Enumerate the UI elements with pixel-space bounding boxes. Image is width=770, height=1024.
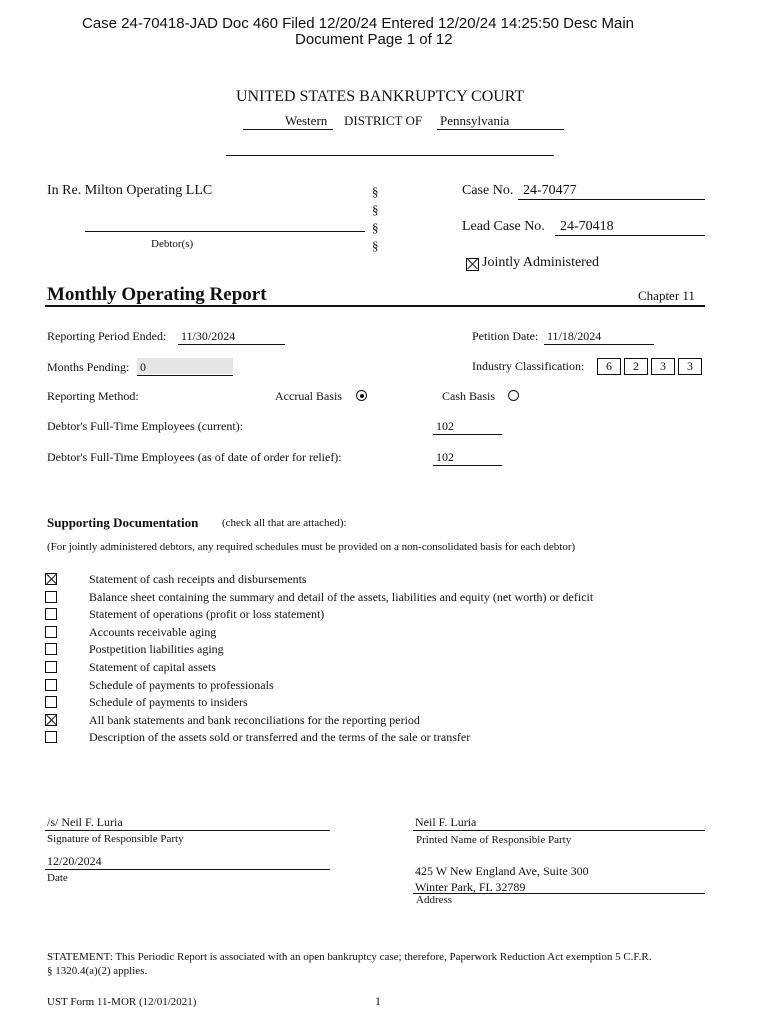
accrual-radio[interactable] xyxy=(356,390,367,401)
doc-item-label: Accounts receivable aging xyxy=(89,625,217,639)
debtors-label: Debtor(s) xyxy=(151,238,194,250)
doc-checkbox[interactable] xyxy=(45,626,57,638)
period-line xyxy=(178,344,285,345)
supporting-title: Supporting Documentation xyxy=(47,515,199,530)
employees-relief-line xyxy=(433,465,502,466)
industry-digit[interactable]: 3 xyxy=(651,358,675,375)
period-value[interactable]: 11/30/2024 xyxy=(181,329,236,343)
doc-item-label: Schedule of payments to insiders xyxy=(89,695,248,709)
district-state-line xyxy=(437,129,564,130)
doc-item-label: Postpetition liabilities aging xyxy=(89,642,224,656)
doc-item-label: Statement of capital assets xyxy=(89,660,216,674)
doc-checkbox[interactable] xyxy=(45,696,57,708)
supporting-subtitle: (check all that are attached): xyxy=(222,517,347,529)
chapter-label: Chapter 11 xyxy=(638,288,695,303)
doc-item-label: All bank statements and bank reconciliations for the reporting period xyxy=(89,713,420,727)
doc-checkbox[interactable] xyxy=(45,731,57,743)
doc-checkbox[interactable] xyxy=(45,591,57,603)
period-label: Reporting Period Ended: xyxy=(47,329,167,343)
lead-case-line xyxy=(555,235,705,236)
doc-checkbox[interactable] xyxy=(45,661,57,673)
date-value[interactable]: 12/20/2024 xyxy=(47,854,102,868)
statement-line2: § 1320.4(a)(2) applies. xyxy=(47,965,148,977)
doc-checkbox[interactable] xyxy=(45,643,57,655)
accrual-label: Accrual Basis xyxy=(275,389,342,403)
industry-digit[interactable]: 2 xyxy=(624,358,648,375)
address-line1[interactable]: 425 W New England Ave, Suite 300 xyxy=(415,864,589,878)
doc-checkbox[interactable] xyxy=(45,573,57,585)
district-prefix-line xyxy=(243,129,333,130)
form-id: UST Form 11-MOR (12/01/2021) xyxy=(47,996,197,1008)
petition-label: Petition Date: xyxy=(472,329,539,343)
address-line2[interactable]: Winter Park, FL 32789 xyxy=(415,880,526,894)
employees-current-value[interactable]: 102 xyxy=(436,419,454,433)
address-line xyxy=(413,893,705,894)
months-pending-value[interactable]: 0 xyxy=(140,360,146,374)
ecf-header-line2: Document Page 1 of 12 xyxy=(295,31,453,48)
employees-relief-value[interactable]: 102 xyxy=(436,450,454,464)
ecf-header-line1: Case 24-70418-JAD Doc 460 Filed 12/20/24 Entered 12/20/24 14:25:50 Desc Main xyxy=(82,15,635,32)
employees-relief-label: Debtor's Full-Time Employees (as of date of order for relief): xyxy=(47,450,342,464)
months-pending-line xyxy=(137,375,233,376)
employees-current-line xyxy=(433,434,502,435)
case-no-value: 24-70477 xyxy=(523,183,577,198)
signature-value[interactable]: /s/ Neil F. Luria xyxy=(47,815,123,829)
printed-name-value[interactable]: Neil F. Luria xyxy=(415,815,477,829)
petition-line xyxy=(544,344,654,345)
employees-current-label: Debtor's Full-Time Employees (current): xyxy=(47,419,244,433)
statement-line1: STATEMENT: This Periodic Report is associated with an open bankruptcy case; therefore, Paperwork Reduction Act exemption 5 C.F.R. xyxy=(47,951,652,963)
doc-checkbox[interactable] xyxy=(45,608,57,620)
method-label: Reporting Method: xyxy=(47,389,139,403)
lead-case-value: 24-70418 xyxy=(560,219,614,234)
cash-radio[interactable] xyxy=(508,390,519,401)
case-no-label: Case No. xyxy=(462,183,514,198)
industry-code-boxes xyxy=(597,358,705,375)
jointly-administered-label: Jointly Administered xyxy=(482,255,600,270)
section-mark-4: § xyxy=(372,238,379,253)
district-label: DISTRICT OF xyxy=(344,113,423,128)
section-mark-2: § xyxy=(372,202,379,217)
supporting-note: (For jointly administered debtors, any required schedules must be provided on a non-consolidated basis for each debtor) xyxy=(47,541,576,553)
signature-label: Signature of Responsible Party xyxy=(47,833,184,845)
district-state: Pennsylvania xyxy=(440,113,510,128)
court-title: UNITED STATES BANKRUPTCY COURT xyxy=(236,88,525,105)
in-re-debtor: In Re. Milton Operating LLC xyxy=(47,183,213,198)
months-pending-label: Months Pending: xyxy=(47,360,130,374)
date-label: Date xyxy=(47,872,68,884)
doc-checkbox[interactable] xyxy=(45,679,57,691)
case-no-line xyxy=(518,199,705,200)
industry-label: Industry Classification: xyxy=(472,359,585,373)
printed-name-line xyxy=(413,830,705,831)
doc-item-label: Schedule of payments to professionals xyxy=(89,678,274,692)
cash-label: Cash Basis xyxy=(442,389,496,403)
section-mark-1: § xyxy=(372,184,379,199)
jointly-administered-checkbox[interactable] xyxy=(466,258,479,271)
industry-digit[interactable]: 6 xyxy=(597,358,621,375)
doc-item-label: Statement of operations (profit or loss statement) xyxy=(89,607,325,621)
industry-digit[interactable]: 3 xyxy=(678,358,702,375)
doc-item-label: Balance sheet containing the summary and detail of the assets, liabilities and equity (net worth) or deficit xyxy=(89,590,594,604)
report-title: Monthly Operating Report xyxy=(47,284,267,305)
doc-item-label: Description of the assets sold or transferred and the terms of the sale or transfer xyxy=(89,730,471,744)
section-mark-3: § xyxy=(372,220,379,235)
address-label: Address xyxy=(416,894,453,906)
printed-name-label: Printed Name of Responsible Party xyxy=(416,834,572,846)
months-pending-field-bg xyxy=(137,358,233,374)
date-line xyxy=(45,869,330,870)
title-rule xyxy=(45,305,705,307)
page-number: 1 xyxy=(375,994,381,1008)
doc-checkbox[interactable] xyxy=(45,714,57,726)
doc-item-label: Statement of cash receipts and disbursements xyxy=(89,572,307,586)
lead-case-label: Lead Case No. xyxy=(462,219,545,234)
divider-line xyxy=(226,155,554,156)
petition-value[interactable]: 11/18/2024 xyxy=(547,329,602,343)
signature-line xyxy=(45,830,330,831)
district-prefix: Western xyxy=(285,113,328,128)
debtor-line xyxy=(85,231,365,232)
